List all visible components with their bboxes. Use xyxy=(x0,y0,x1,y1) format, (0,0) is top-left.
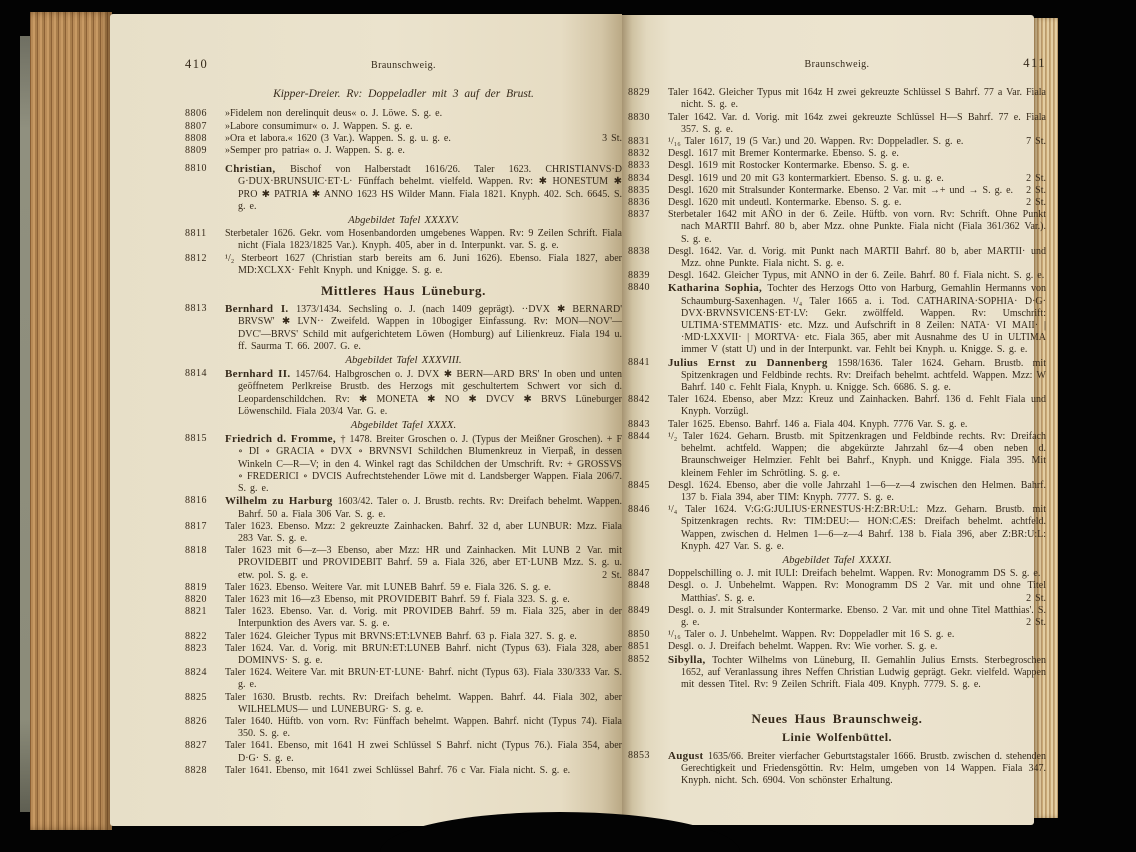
left-running-header: Braunschweig. xyxy=(371,60,436,71)
entry-text: Sibylla, Tochter Wilhelms von Lüneburg, II. Gemahlin Julius Ernsts. Sterbegroschen 1652, auf Veranlassung ihres Neffen Christian Ludwig geprägt. Gekr. vielfeld. Wappen mit dessen Titel. Rv: 9 Zeilen Schrift. Fiala 409. Knyph. 7779. S. g. e. xyxy=(668,653,1046,690)
entry-name: Katharina Sophia, xyxy=(668,282,768,295)
catalog-entry xyxy=(185,594,622,606)
entry-text: Taler 1624. Weitere Var. mit BRUN·ET·LUNE· Bahrf. nicht (Typus 63). Fiala 330/333 Var. S. g. e. xyxy=(225,667,622,691)
right-catalog-entries xyxy=(628,87,1046,787)
entry-name: August xyxy=(668,749,709,762)
entry-text: Sterbetaler 1626. Gekr. vom Hosenbandorden umgebenes Wappen. Rv: 9 Zeilen Schrift. Fiala nicht (Fiala 1823/1825 Var.). Knyph. 405, aber in d. Interpunkt. var. S. g. e. xyxy=(225,228,622,252)
entry-number: 8829 xyxy=(628,87,650,99)
catalog-entry xyxy=(628,480,1046,504)
catalog-entry xyxy=(185,631,622,643)
catalog-entry xyxy=(185,667,622,691)
entry-number: 8852 xyxy=(628,653,650,665)
entry-text: Katharina Sophia, Tochter des Herzogs Otto von Harburg, Gemahlin Hermanns von Schaumburg-Saxenhagen. ¹/₄ Taler 1665 a. i. Tod. CATHARINA·SOPHIA· D·G· DVX·BRVNSVICENS·ET·LV: Gekr. zwölffeld. Wappen. Rv: Umschrift: ULTIMA·STEMMATIS· etc. Mzz. und Aufschrift in 8 Zeilen: NATA· VI MAII· | ·MD·LXXVII· | MORTVA· etc. Fiala 365, aber mit Ausnahme des U in ULTIMA immer V (statt U) und in der Interpunkt. var. Fehlt bei Knyph. u. Knigge. S. g. e. xyxy=(668,282,1047,356)
catalog-entry xyxy=(628,654,1046,692)
entry-number: 8806 xyxy=(185,108,207,120)
entry-text: Desgl. 1642. Gleicher Typus, mit ANNO in der 6. Zeile. Bahrf. 80 f. Fiala nicht. S. g. e. xyxy=(668,270,1045,282)
entry-number: 8814 xyxy=(185,368,207,380)
entry-number: 8841 xyxy=(628,356,650,368)
entry-number: 8851 xyxy=(628,641,650,653)
left-page xyxy=(110,14,622,826)
catalog-entry xyxy=(628,270,1046,282)
entry-name: Wilhelm zu Harburg xyxy=(225,495,338,508)
catalog-entry xyxy=(185,606,622,630)
right-page-number: 411 xyxy=(1023,56,1046,70)
plate-caption: Abgebildet Tafel XXXXV. xyxy=(348,214,459,227)
entry-text: Christian, Bischof von Halberstadt 1616/26. Taler 1623. CHRISTIANVS·D G·DUX·BRUNSUIC·ET·L· Fünffach behelmt. vielfeld. Wappen. Rv: ✱ HONESTUM ✱ PRO ✱ PATRIA ✱ ANNO 1623 HS Wilder Mann. Fiala 1821. Knyph. 402. Sch. 6645. S. g. e. xyxy=(225,163,622,212)
catalog-entry xyxy=(628,112,1046,136)
entry-number: 8840 xyxy=(628,282,650,294)
catalog-entry xyxy=(628,605,1046,629)
catalog-entry xyxy=(185,433,622,495)
entry-text: August 1635/66. Breiter vierfacher Geburtstagstaler 1666. Brustb. zwischen d. stehenden Gerechtigkeit und Friedensgöttin. Rv: Helm, umgeben von 14 Wappen. Fiala 347. Knyph. nicht. Sch. 6904. Von schönster Erhaltung. xyxy=(668,749,1046,786)
catalog-entry xyxy=(628,641,1046,653)
entry-number: 8834 xyxy=(628,172,650,184)
catalog-entry xyxy=(628,87,1046,111)
section-heading: Mittleres Haus Lüneburg. xyxy=(321,283,486,299)
catalog-entry xyxy=(628,357,1046,395)
catalog-entry xyxy=(185,716,622,740)
entry-text: Sterbetaler 1642 mit AÑO in der 6. Zeile. Hüftb. von vorn. Rv: Schrift. Ohne Punkt nach MARTII Bahrf. 80 b, aber Mzz. ohne Punkte. Fiala nicht (Fiala 361/362 Var.). S. g. e. xyxy=(668,209,1046,245)
entry-number: 8831 xyxy=(628,136,650,148)
entry-number: 8812 xyxy=(185,252,207,264)
entry-text: Desgl. 1619 mit Rostocker Kontermarke. Ebenso. S. g. e. xyxy=(668,160,910,172)
right-page-header xyxy=(628,57,1046,71)
entry-number: 8825 xyxy=(185,691,207,703)
catalog-entry xyxy=(185,643,622,667)
entry-text: Taler 1623. Ebenso. Mzz: 2 gekreuzte Zainhacken. Bahrf. 32 d, aber LUNBUR: Mzz. Fiala 283 Var. S. g. e. xyxy=(225,520,622,544)
entry-number: 8846 xyxy=(628,504,650,516)
catalog-entry xyxy=(628,148,1046,160)
plate-caption: Abgebildet Tafel XXXXI. xyxy=(782,553,892,566)
entry-number: 8849 xyxy=(628,604,650,616)
piece-count: 2 St. xyxy=(1026,172,1046,184)
entry-number: 8837 xyxy=(628,209,650,221)
entry-number: 8808 xyxy=(185,132,207,144)
entry-text: Taler 1641. Ebenso, mit 1641 H zwei Schlüssel S Bahrf. nicht (Typus 76.). Fiala 354, aber D·G· S. g. e. xyxy=(225,740,622,764)
entry-text: Desgl. 1620 mit undeutl. Kontermarke. Ebenso. S. g. e. xyxy=(668,197,902,209)
piece-count: 2 St. xyxy=(1026,592,1046,604)
entry-text: Desgl. 1624. Ebenso, aber die volle Jahrzahl 1—6—z—4 zwischen den Helmen. Bahrf. 137 b. Fiala 394, aber TIM: Knyph. 7777. S. g. e. xyxy=(668,479,1046,503)
plate-caption: Abgebildet Tafel XXXX. xyxy=(350,419,457,432)
catalog-entry xyxy=(628,136,1046,148)
catalog-entry xyxy=(185,521,622,545)
catalog-entry xyxy=(185,692,622,716)
entry-number: 8826 xyxy=(185,715,207,727)
entry-number: 8845 xyxy=(628,479,650,491)
entry-text: Taler 1623. Ebenso. Weitere Var. mit LUNEB Bahrf. 59 e. Fiala 326. S. g. e. xyxy=(225,581,552,593)
entry-number: 8807 xyxy=(185,120,207,132)
catalog-entry xyxy=(185,303,622,353)
entry-number: 8809 xyxy=(185,145,207,157)
page-edges-left xyxy=(30,12,112,830)
entry-number: 8819 xyxy=(185,581,207,593)
entry-text: ¹/₁₆ Taler o. J. Unbehelmt. Wappen. Rv: Doppeladler mit 16 S. g. e. xyxy=(668,629,955,641)
entry-name: Friedrich d. Fromme, xyxy=(225,433,341,446)
entry-number: 8853 xyxy=(628,749,650,761)
piece-count: 2 St. xyxy=(1026,197,1046,209)
entry-text: Taler 1624. Gleicher Typus mit BRVNS:ET:LVNEB Bahrf. 63 p. Fiala 327. S. g. e. xyxy=(225,630,577,642)
left-page-header xyxy=(185,58,622,72)
entry-text: Taler 1624. Var. d. Vorig. mit BRUN:ET:LUNEB Bahrf. nicht (Typus 63). Fiala 328, aber DOMINVS· S. g. e. xyxy=(225,642,622,666)
entry-text: Desgl. o. J. mit Stralsunder Kontermarke. Ebenso. 2 Var. mit und ohne Titel Matthias'. S. g. e. xyxy=(668,604,1046,628)
entry-number: 8832 xyxy=(628,148,650,160)
entry-text: Desgl. 1642. Var. d. Vorig. mit Punkt nach MARTII Bahrf. 80 b, aber MARTII· und Mzz. ohne Punkte. Fiala nicht. S. g. e. xyxy=(668,245,1046,270)
plate-caption: Abgebildet Tafel XXXVIII. xyxy=(345,354,462,367)
right-running-header: Braunschweig. xyxy=(804,59,870,70)
entry-number: 8848 xyxy=(628,580,650,592)
entry-number: 8838 xyxy=(628,245,650,257)
entry-text: Wilhelm zu Harburg 1603/42. Taler o. J. Brustb. rechts. Rv: Dreifach behelmt. Wappen. Bahrf. 50 a. Fiala 306 Var. S. g. e. xyxy=(225,495,623,520)
right-page-content xyxy=(628,57,1046,787)
entry-number: 8811 xyxy=(185,228,207,240)
piece-count: 3 St. xyxy=(602,132,622,144)
entry-text: Taler 1623 mit 6—z—3 Ebenso, aber Mzz: HR und Zainhacken. Mit LUNB 2 Var. mit PROVIDEBIT und PROVIDEBIT Bahrf. 59 a. Fiala 326, aber ET·LUNB Mzz. S. g. u. etw. pol. S. g. e. xyxy=(225,545,622,581)
entry-number: 8810 xyxy=(185,163,207,175)
catalog-entry xyxy=(185,121,622,133)
catalog-entry xyxy=(628,185,1046,197)
catalog-entry xyxy=(628,209,1046,246)
entry-text: ¹/₂ Taler 1624. Geharn. Brustb. mit Spitzenkragen und Feldbinde rechts. Rv: Dreifach behelmt. achtfeld. Wappen; die abgekürzte Jahrzahl 6z—4 oben neben d. Braunschweiger Helmzier. Fehlt bei Bahrf., Knyph. und Knigge. Fiala 395. Mit kleinem Fehler im Schrötling. S. g. e. xyxy=(668,430,1046,479)
catalog-entry xyxy=(185,145,622,157)
catalog-entry xyxy=(628,431,1046,480)
entry-text: Taler 1623 mit 16—z3 Ebenso, mit PROVIDEBIT Bahrf. 59 f. Fiala 323. S. g. e. xyxy=(225,593,570,605)
entry-text: Bernhard I. 1373/1434. Sechsling o. J. (nach 1409 geprägt). ··DVX ✱ BERNARD' BRVSW' ✱ LVN·· Zweifeld. Wappen in 10bogiger Einfassung. Rv: MON—NOV'—DVC'—BRVS' Schild mit aufgerichtetem Löwen (Homburg) auf Lilienkreuz. Fiala 194 u. ff. Saurma T. 66. 2007. G. e. xyxy=(225,303,622,352)
catalog-entry xyxy=(628,419,1046,431)
entry-number: 8827 xyxy=(185,740,207,752)
catalog-entry xyxy=(628,629,1046,641)
catalog-entry xyxy=(185,495,622,520)
left-page-number: 410 xyxy=(185,57,209,71)
entry-number: 8839 xyxy=(628,270,650,282)
entry-number: 8818 xyxy=(185,545,207,557)
entry-number: 8847 xyxy=(628,568,650,580)
catalog-entry xyxy=(628,580,1046,604)
entry-text: Desgl. 1619 und 20 mit G3 kontermarkiert. Ebenso. S. g. u. g. e. xyxy=(668,172,944,184)
catalog-entry xyxy=(628,197,1046,209)
entry-text: Taler 1623. Ebenso. Var. d. Vorig. mit PROVIDEB Bahrf. 59 m. Fiala 325, aber in der Interpunktion des Avers var. S. g. e. xyxy=(225,606,622,630)
entry-number: 8850 xyxy=(628,629,650,641)
catalog-entry xyxy=(628,160,1046,172)
entry-number: 8830 xyxy=(628,111,650,123)
entry-text: Desgl. o. J. Unbehelmt. Wappen. Rv: Monogramm DS 2 Var. mit und ohne Titel Matthias'. S. g. e. xyxy=(668,580,1046,604)
catalog-entry xyxy=(185,228,622,252)
entry-number: 8824 xyxy=(185,667,207,679)
entry-number: 8828 xyxy=(185,764,207,776)
entry-number: 8815 xyxy=(185,433,207,445)
entry-name: Bernhard I. xyxy=(225,303,297,316)
entry-text: ¹/₁₆ Taler 1617, 19 (5 Var.) und 20. Wappen. Rv: Doppeladler. S. g. e. xyxy=(668,136,964,148)
entry-text: »Labore consumimur« o. J. Wappen. S. g. e. xyxy=(225,120,413,132)
entry-number: 8817 xyxy=(185,520,207,532)
catalog-entry xyxy=(185,765,622,777)
right-page xyxy=(622,15,1047,825)
entry-text: »Semper pro patria« o. J. Wappen. S. g. e. xyxy=(225,145,405,157)
entry-name: Sibylla, xyxy=(668,653,713,666)
catalog-entry xyxy=(628,282,1046,356)
entry-text: Taler 1642. Var. d. Vorig. mit 164z zwei gekreuzte Schlüssel H—S Bahrf. 77 e. Fiala 357. S. g. e. xyxy=(668,111,1046,135)
entry-text: Taler 1641. Ebenso, mit 1641 zwei Schlüssel Bahrf. 76 c Var. Fiala nicht. S. g. e. xyxy=(225,764,571,776)
entry-number: 8842 xyxy=(628,394,650,406)
section-heading: Neues Haus Braunschweig. xyxy=(751,711,923,727)
entry-text: Desgl. 1617 mit Bremer Kontermarke. Ebenso. S. g. e. xyxy=(668,148,899,160)
catalog-entry xyxy=(628,173,1046,185)
entry-number: 8816 xyxy=(185,495,207,507)
entry-text: Desgl. o. J. Dreifach behelmt. Wappen. Rv: Wie vorher. S. g. e. xyxy=(668,641,938,653)
section-subheading: Linie Wolfenbüttel. xyxy=(781,730,893,745)
left-page-content xyxy=(185,58,622,777)
entry-text: Doppelschilling o. J. mit IULI: Dreifach behelmt. Wappen. Rv: Monogramm DS S. g. e. xyxy=(668,568,1041,580)
entry-text: Taler 1642. Gleicher Typus mit 164z H zwei gekreuzte Schlüssel S Bahrf. 77 a Var. Fiala nicht. S. g. e. xyxy=(668,87,1046,111)
entry-text: Bernhard II. 1457/64. Halbgroschen o. J. DVX ✱ BERN—ARD BRS' In oben und unten geöffnetem Perlkreise Brustb. des Herzogs mit geschultertem Schwert vor sich d. Leopardenschildchen. Rv: ✱ MONETA ✱ NO ✱ DVCV ✱ BRVS Lüneburger Löwenschild. Fiala 203/4 Var. G. e. xyxy=(225,368,622,417)
catalog-entry xyxy=(185,108,622,120)
entry-number: 8822 xyxy=(185,630,207,642)
piece-count: 2 St. xyxy=(1026,184,1046,196)
section-heading-italic: Kipper-Dreier. Rv: Doppeladler mit 3 auf der Brust. xyxy=(273,88,534,101)
entry-text: Taler 1640. Hüftb. von vorn. Rv: Fünffach behelmt. Wappen. Bahrf. nicht (Typus 74). Fiala 350. S. g. e. xyxy=(225,715,622,740)
entry-number: 8835 xyxy=(628,184,650,196)
entry-text: ¹/₂ Sterbeort 1627 (Christian starb bereits am 6. Juni 1626). Ebenso. Fiala 1827, aber MD:XCLXX· Fehlt Knyph. und Knigge. S. g. e. xyxy=(225,252,622,276)
entry-text: Desgl. 1620 mit Stralsunder Kontermarke. Ebenso. 2 Var. mit →+ und → S. g. e. xyxy=(668,184,1014,196)
entry-number: 8836 xyxy=(628,197,650,209)
entry-text: Julius Ernst zu Dannenberg 1598/1636. Taler 1624. Geharn. Brustb. mit Spitzenkragen und Feldbinde rechts. Rv: Dreifach behelmt. achtfeld. Wappen. Mzz: W Bahrf. 140 c. Fehlt Fiala, Knyph. u. Knigge. Sch. 6686. S. g. e. xyxy=(668,356,1046,394)
catalog-entry xyxy=(185,368,622,418)
entry-text: ¹/₄ Taler 1624. V:G:G:JULIUS·ERNESTUS·H:Z:BR:U:L: Mzz. Geharn. Brustb. mit Spitzenkragen rechts. Rv: TIM:DEU:— HON:CÆS: Dreifach behelmt. achtfeld. Wappen, zwischen d. Helmen 1—6—z—4 Bahrf. 138 b. Fiala 396, aber Z:BR:U:L: Knyph. 427 Var. S. g. e. xyxy=(668,504,1046,552)
catalog-entry xyxy=(185,253,622,277)
catalog-entry xyxy=(628,568,1046,580)
entry-number: 8813 xyxy=(185,303,207,315)
entry-number: 8833 xyxy=(628,160,650,172)
catalog-entry xyxy=(185,582,622,594)
entry-text: Taler 1630. Brustb. rechts. Rv: Dreifach behelmt. Wappen. Bahrf. 44. Fiala 302, aber WILHELMUS— und LUNEBURG· S. g. e. xyxy=(225,691,622,715)
entry-number: 8823 xyxy=(185,642,207,654)
catalog-entry xyxy=(628,246,1046,270)
left-catalog-entries xyxy=(185,88,622,777)
catalog-entry xyxy=(185,163,622,213)
entry-number: 8844 xyxy=(628,430,650,442)
entry-name: Christian, xyxy=(225,163,291,176)
catalog-entry xyxy=(628,394,1046,418)
piece-count: 2 St. xyxy=(602,569,622,581)
entry-number: 8821 xyxy=(185,606,207,618)
entry-text: »Ora et labora.« 1620 (3 Var.). Wappen. S. g. u. g. e. xyxy=(225,132,451,144)
catalog-entry xyxy=(628,750,1046,788)
piece-count: 2 St. xyxy=(1026,616,1046,628)
catalog-entry xyxy=(185,545,622,582)
entry-name: Julius Ernst zu Dannenberg xyxy=(668,356,838,369)
entry-text: Taler 1625. Ebenso. Bahrf. 146 a. Fiala 404. Knyph. 7776 Var. S. g. e. xyxy=(668,418,968,430)
catalog-entry xyxy=(185,740,622,764)
entry-text: Friedrich d. Fromme, † 1478. Breiter Groschen o. J. (Typus der Meißner Groschen). + F ∘ DI ∘ GRACIA ∘ DVX ∘ BRVNSVI Schildchen Blumenkreuz in Vierpaß, in dessen Winkeln C—R—V; in den 4. Winkel ragt das Schildchen der Umschrift. Rv: + GROSSVS ∘ FREDERICI ∘ DVCIS Aufrechtstehender Löwe mit d. Landsberger Wappen. Fiala 206/7. S. g. e. xyxy=(225,433,623,495)
entry-text: Taler 1624. Ebenso, aber Mzz: Kreuz und Zainhacken. Bahrf. 136 d. Fehlt Fiala und Knyph. Vorzügl. xyxy=(668,394,1046,418)
entry-number: 8820 xyxy=(185,593,207,605)
vertical-gap xyxy=(628,691,1046,705)
catalog-entry xyxy=(628,504,1046,553)
entry-number: 8843 xyxy=(628,418,650,430)
entry-text: »Fidelem non derelinquit deus« o. J. Löwe. S. g. e. xyxy=(225,108,443,120)
catalog-entry xyxy=(185,133,622,145)
entry-name: Bernhard II. xyxy=(225,368,296,381)
piece-count: 7 St. xyxy=(1026,136,1046,148)
